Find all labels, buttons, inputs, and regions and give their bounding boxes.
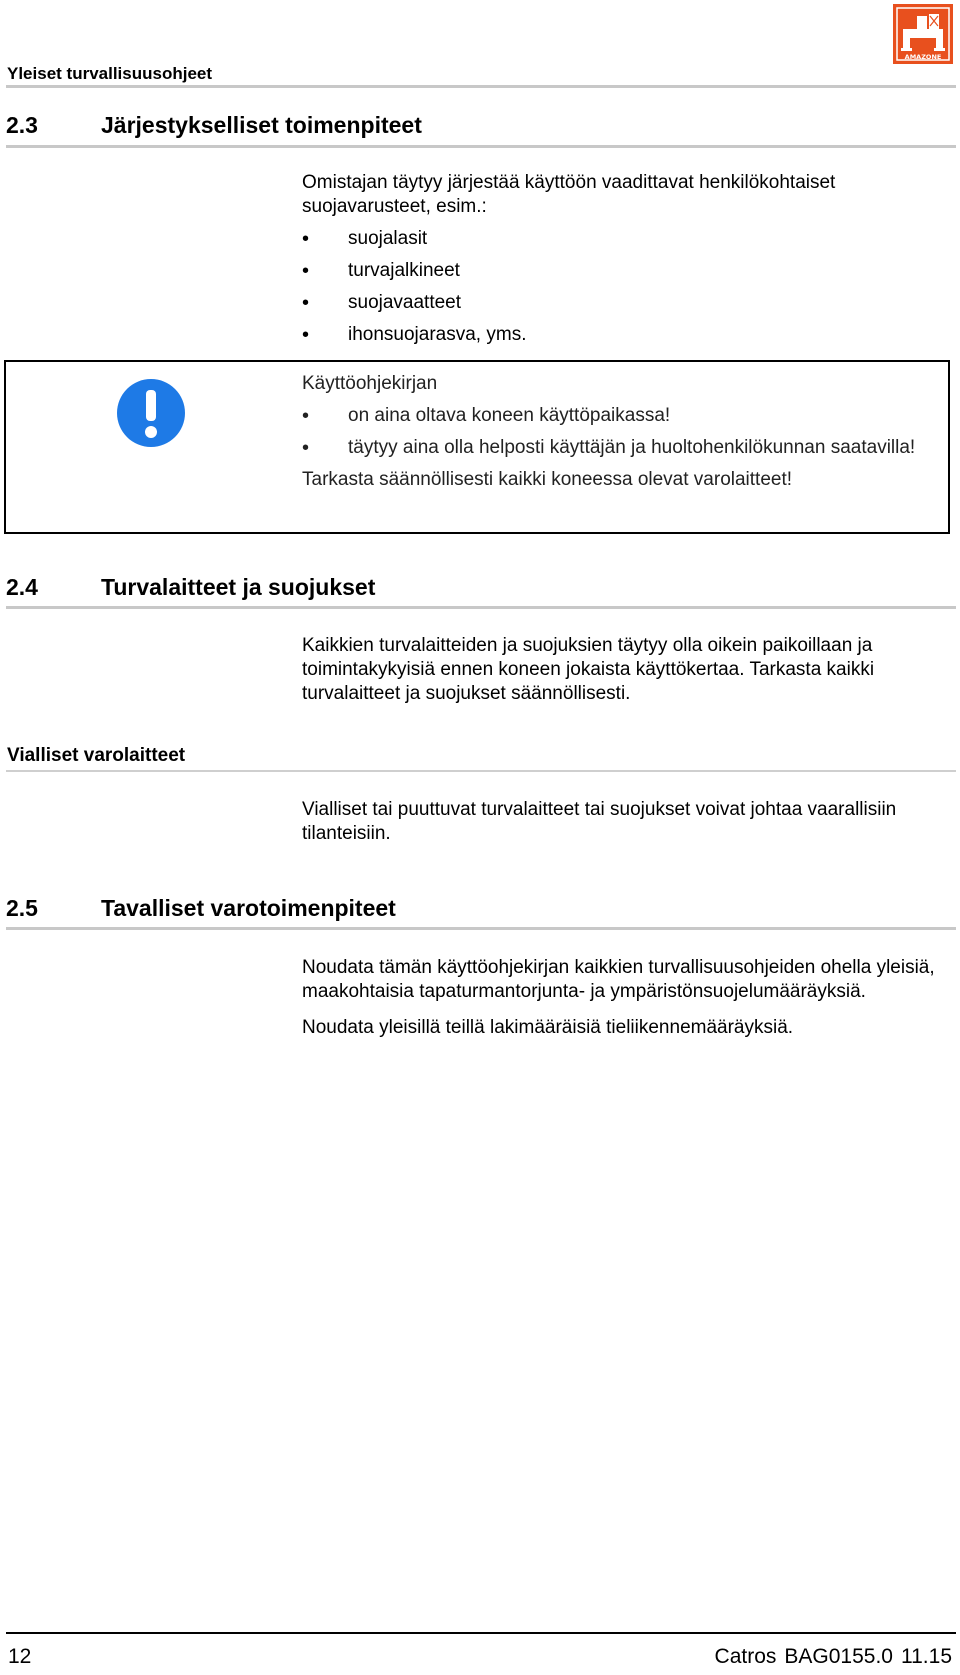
footer-rule bbox=[6, 1632, 956, 1634]
side-heading-rule bbox=[6, 770, 956, 772]
section-rule bbox=[6, 145, 956, 148]
section-rule bbox=[6, 606, 956, 609]
section-rule bbox=[6, 927, 956, 930]
product-name: Catros bbox=[714, 1645, 777, 1668]
paragraph: Noudata tämän käyttöohjekirjan kaikkien turvallisuusohjeiden ohella yleisiä, maakohtaisia tapaturmantorjunta- ja ympäristönsuojelumääräyksiä. bbox=[302, 957, 935, 1002]
running-header-title: Yleiset turvallisuusohjeet bbox=[7, 64, 213, 83]
section-title: Tavalliset varotoimenpiteet bbox=[101, 895, 396, 921]
section-number: 2.3 bbox=[6, 112, 38, 138]
section-number: 2.5 bbox=[6, 895, 38, 921]
exclamation-icon bbox=[116, 378, 186, 448]
doc-code: BAG0155.0 bbox=[784, 1645, 893, 1668]
list-item: • suojalasit bbox=[302, 227, 942, 251]
note-lead: Käyttöohjekirjan bbox=[302, 373, 438, 394]
note-text bbox=[302, 372, 932, 492]
paragraph: Kaikkien turvalaitteiden ja suojuksien täytyy olla oikein paikoillaan ja toimintakykyisiä ennen koneen jokaista käyttökertaa. Tarkasta kaikki turvalaitteet ja suojukset säännöllisesti. bbox=[302, 635, 875, 704]
list-item: • suojavaatteet bbox=[302, 291, 942, 315]
amazone-logo bbox=[893, 4, 953, 64]
section-heading-2-5 bbox=[6, 895, 396, 922]
ppe-section bbox=[302, 171, 942, 347]
header-rule bbox=[6, 85, 956, 88]
note-list bbox=[302, 404, 932, 460]
side-heading-faulty-devices: Vialliset varolaitteet bbox=[7, 745, 186, 766]
general-precautions-text bbox=[302, 956, 942, 1040]
document-id bbox=[707, 1645, 952, 1669]
ppe-list bbox=[302, 227, 942, 347]
section-title: Turvalaitteet ja suojukset bbox=[101, 574, 376, 600]
note-closing: Tarkasta säännöllisesti kaikki koneessa olevat varolaitteet! bbox=[302, 469, 793, 490]
list-item: • täytyy aina olla helposti käyttäjän ja huoltohenkilökunnan saatavilla! bbox=[302, 436, 932, 460]
safety-devices-text bbox=[302, 634, 942, 706]
section-number: 2.4 bbox=[6, 574, 38, 600]
list-item: • ihonsuojarasva, yms. bbox=[302, 323, 942, 347]
faulty-devices-text bbox=[302, 798, 942, 846]
list-item: • turvajalkineet bbox=[302, 259, 942, 283]
svg-text:AMAZONE: AMAZONE bbox=[904, 53, 942, 61]
paragraph: Vialliset tai puuttuvat turvalaitteet tai suojukset voivat johtaa vaarallisiin tilanteisiin. bbox=[302, 799, 897, 844]
section-heading-2-4 bbox=[6, 574, 375, 601]
list-item: • on aina oltava koneen käyttöpaikassa! bbox=[302, 404, 932, 428]
ppe-intro: Omistajan täytyy järjestää käyttöön vaadittavat henkilökohtaiset suojavarusteet, esim.: bbox=[302, 172, 836, 217]
section-title: Järjestykselliset toimenpiteet bbox=[101, 112, 422, 138]
paragraph: Noudata yleisillä teillä lakimääräisiä tieliikennemääräyksiä. bbox=[302, 1017, 794, 1038]
doc-date: 11.15 bbox=[901, 1645, 952, 1668]
page-number: 12 bbox=[8, 1645, 32, 1668]
section-heading-2-3 bbox=[6, 112, 422, 139]
